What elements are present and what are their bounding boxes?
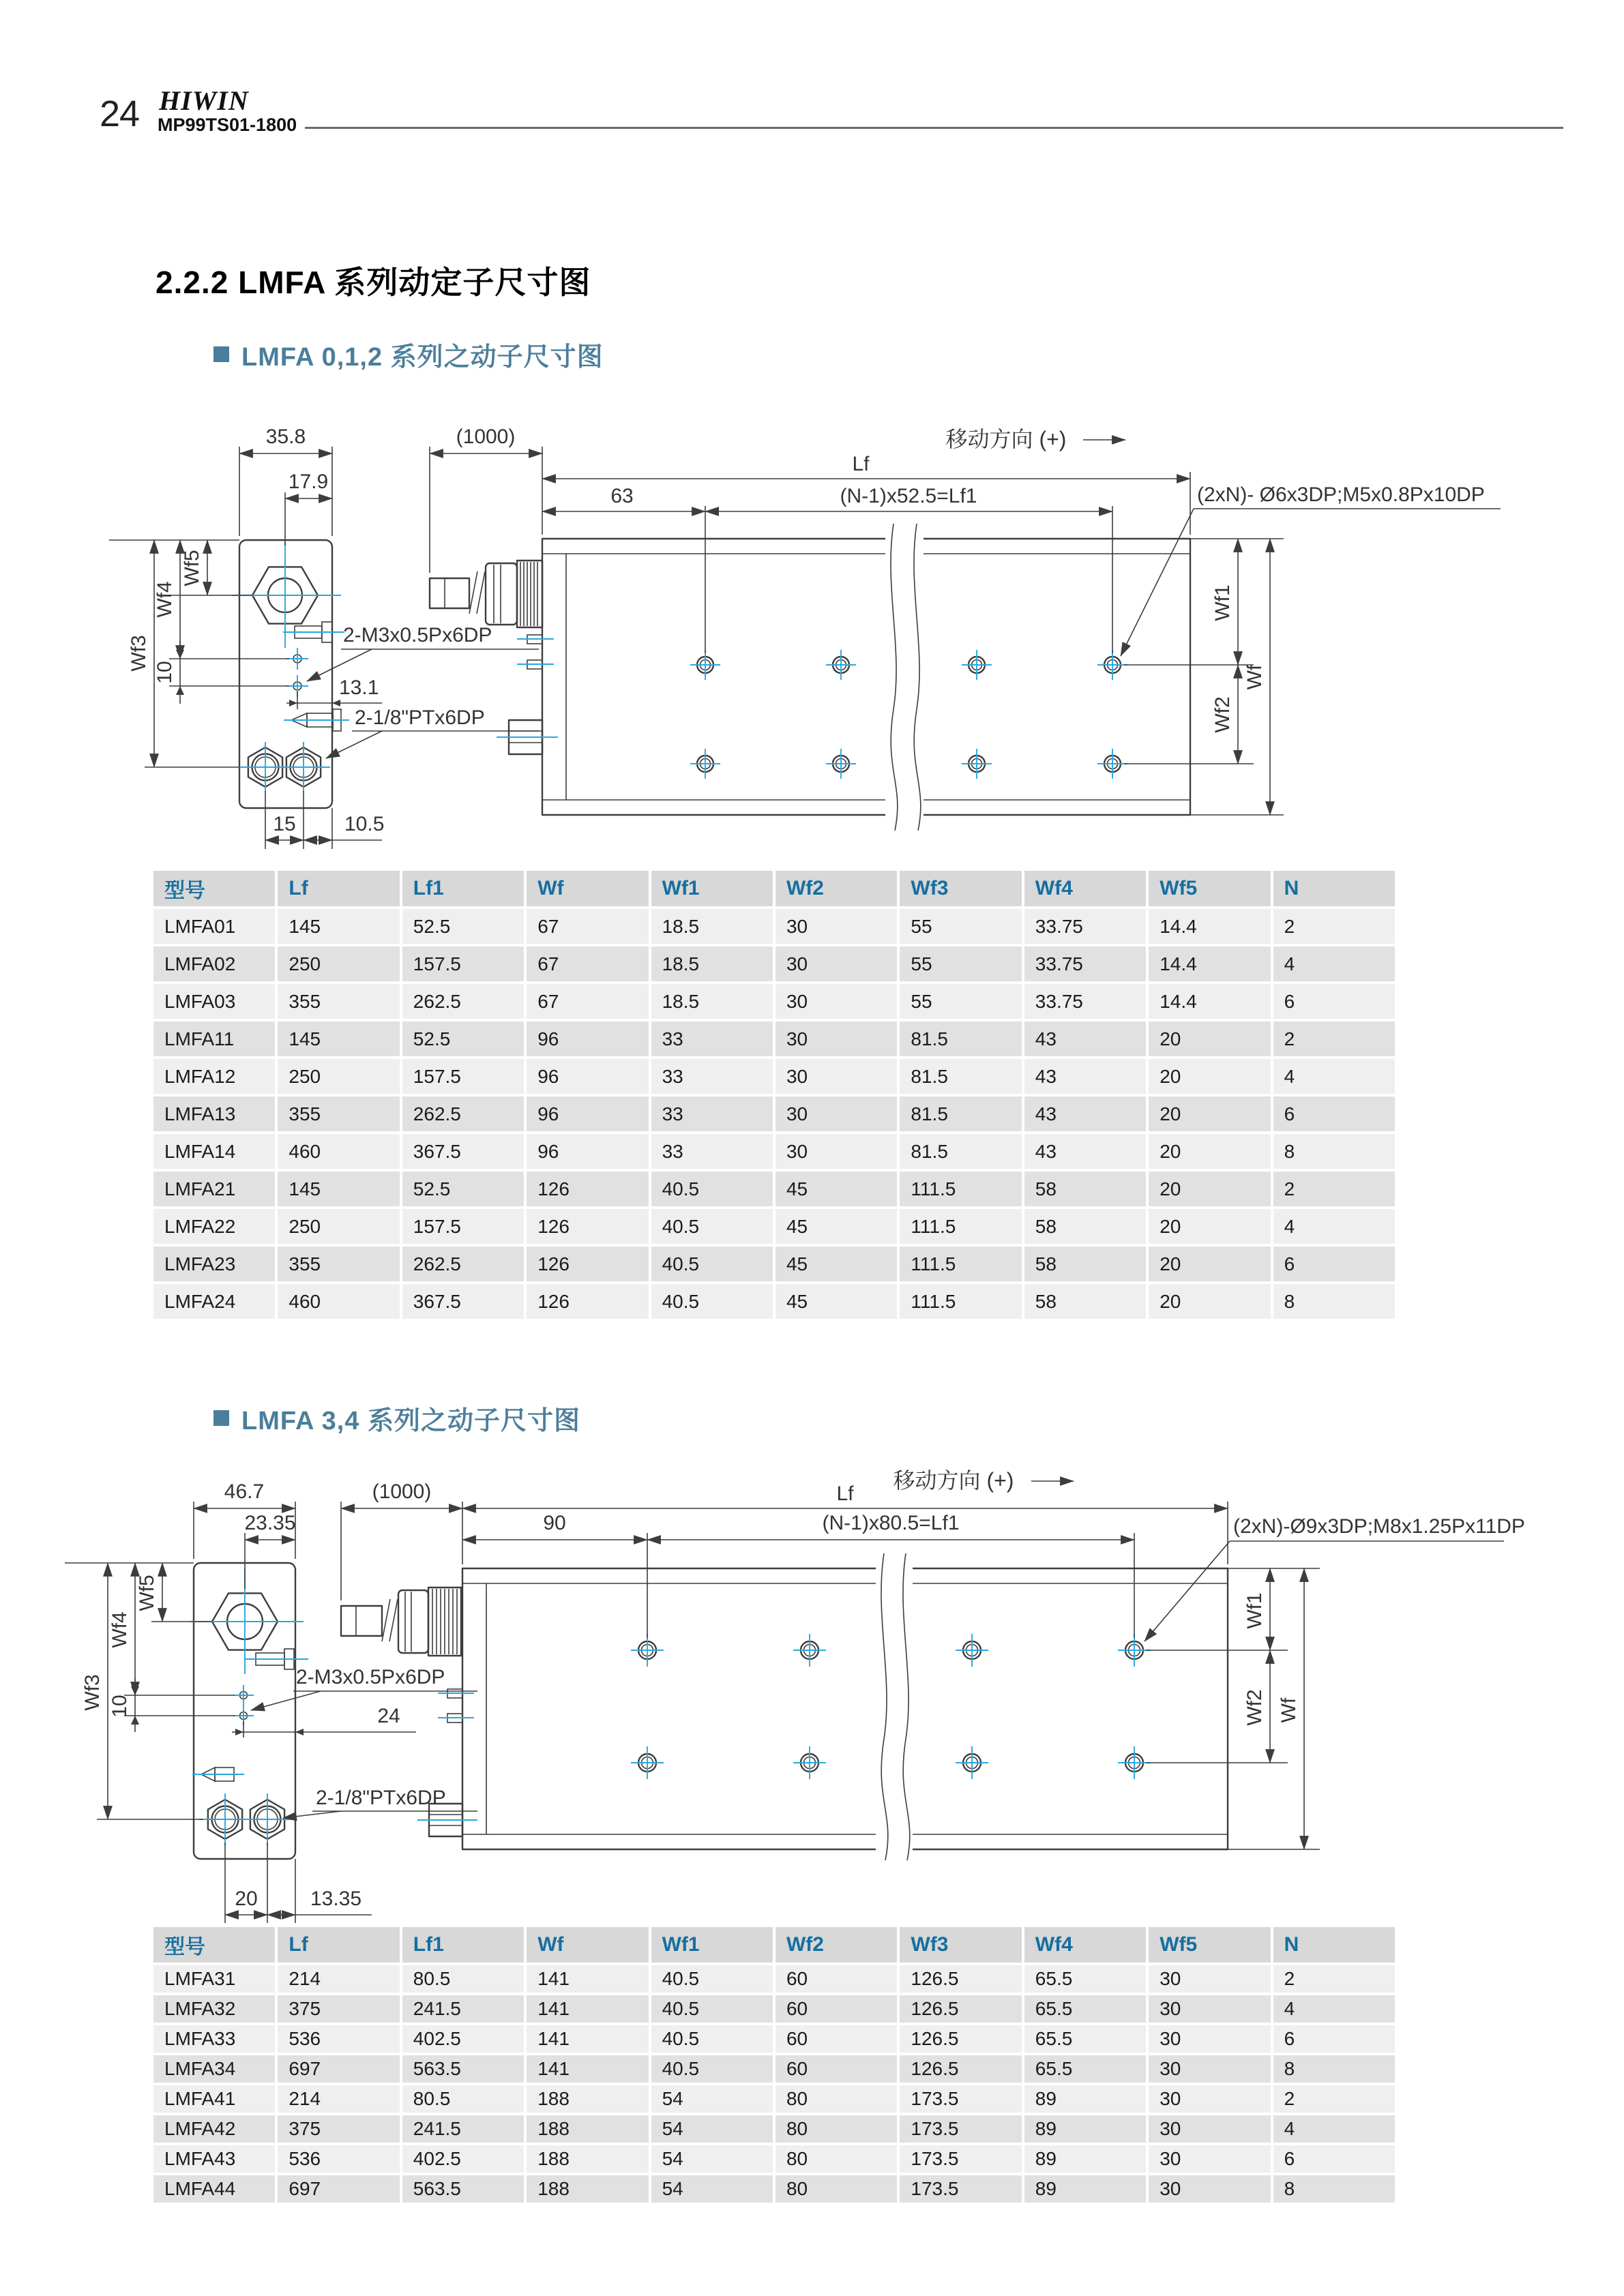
model-cell: LMFA32 [153,1995,275,2023]
value-cell: 65.5 [1024,1965,1146,1993]
value-cell: 262.5 [402,984,524,1019]
value-cell: 33 [651,1134,773,1169]
value-cell: 367.5 [402,1134,524,1169]
value-cell: 55 [900,946,1021,981]
value-cell: 55 [900,984,1021,1019]
dim-first-hole: 63 [610,485,634,507]
column-header: Lf1 [402,1927,524,1963]
value-cell: 96 [527,1022,648,1056]
value-cell: 65.5 [1024,2055,1146,2083]
value-cell: 20 [1149,1172,1270,1206]
value-cell: 58 [1024,1247,1146,1281]
column-header: 型号 [153,871,275,906]
value-cell: 241.5 [402,1995,524,2023]
value-cell: 30 [776,1097,897,1131]
dim-hole-gap: 10 [153,661,176,684]
value-cell: 33 [651,1097,773,1131]
model-cell: LMFA33 [153,2025,275,2053]
dim-wf1: Wf1 [1243,1592,1266,1629]
value-cell: 188 [527,2115,648,2143]
value-cell: 20 [1149,1134,1270,1169]
value-cell: 30 [776,984,897,1019]
value-cell: 6 [1273,1247,1395,1281]
m3-label: 2-M3x0.5Px6DP [296,1666,445,1688]
value-cell: 54 [651,2085,773,2113]
square-bullet-icon [213,1410,229,1426]
value-cell: 81.5 [900,1022,1021,1056]
value-cell: 14.4 [1149,909,1270,944]
model-cell: LMFA22 [153,1209,275,1244]
value-cell: 80 [776,2115,897,2143]
value-cell: 375 [278,1995,399,2023]
value-cell: 96 [527,1059,648,1094]
value-cell: 30 [1149,2145,1270,2173]
value-cell: 4 [1273,1209,1395,1244]
value-cell: 96 [527,1134,648,1169]
mover-end-view [232,540,349,808]
value-cell: 375 [278,2115,399,2143]
value-cell: 145 [278,909,399,944]
dim-wf5: Wf5 [181,550,203,586]
value-cell: 2 [1273,1172,1395,1206]
dim-block-half-width: 17.9 [288,471,329,493]
value-cell: 214 [278,1965,399,1993]
dim-hole-gap: 10 [108,1695,131,1718]
value-cell: 52.5 [402,1022,524,1056]
value-cell: 126 [527,1284,648,1319]
value-cell: 33 [651,1022,773,1056]
value-cell: 4 [1273,1995,1395,2023]
value-cell: 111.5 [900,1172,1021,1206]
value-cell: 89 [1024,2145,1146,2173]
mover-body-view [497,524,1190,831]
value-cell: 89 [1024,2175,1146,2203]
value-cell: 33.75 [1024,909,1146,944]
column-header: Wf3 [900,1927,1021,1963]
value-cell: 60 [776,1965,897,1993]
dim-block-width: 46.7 [224,1480,265,1503]
brand-logo: HIWIN [159,85,249,116]
dim-side-hole-edge: 13.1 [339,676,379,699]
value-cell: 30 [1149,1995,1270,2023]
cable-gland-assembly [430,561,542,627]
value-cell: 141 [527,1995,648,2023]
dim-wf5: Wf5 [136,1575,158,1611]
value-cell: 141 [527,2055,648,2083]
value-cell: 250 [278,1209,399,1244]
cable-gland-assembly [341,1587,461,1656]
value-cell: 30 [1149,2055,1270,2083]
column-header: N [1273,871,1395,906]
value-cell: 30 [1149,2085,1270,2113]
dim-hole-pitch: (N-1)x52.5=Lf1 [840,485,977,507]
value-cell: 402.5 [402,2025,524,2053]
dimensions [65,1468,1525,1923]
value-cell: 65.5 [1024,2025,1146,2053]
dim-pt-edge: 13.35 [310,1888,362,1910]
lmfa34-dimension-drawing [0,1446,1624,1964]
page-number: 24 [100,93,140,134]
value-cell: 58 [1024,1284,1146,1319]
value-cell: 355 [278,984,399,1019]
dim-hole-pitch: (N-1)x80.5=Lf1 [822,1512,960,1534]
column-header: Wf4 [1024,871,1146,906]
value-cell: 4 [1273,946,1395,981]
value-cell: 126.5 [900,1995,1021,2023]
value-cell: 188 [527,2145,648,2173]
model-cell: LMFA43 [153,2145,275,2173]
value-cell: 58 [1024,1172,1146,1206]
column-header: Lf1 [402,871,524,906]
value-cell: 89 [1024,2085,1146,2113]
value-cell: 81.5 [900,1097,1021,1131]
column-header: Wf [527,871,648,906]
dim-lf: Lf [836,1482,854,1505]
mover-body-view [417,1553,1228,1860]
column-header: N [1273,1927,1395,1963]
model-cell: LMFA14 [153,1134,275,1169]
dim-pt-pitch: 20 [235,1888,258,1910]
pt-label: 2-1/8"PTx6DP [355,706,485,729]
value-cell: 45 [776,1209,897,1244]
value-cell: 43 [1024,1059,1146,1094]
column-header: Wf [527,1927,648,1963]
value-cell: 188 [527,2175,648,2203]
value-cell: 2 [1273,1022,1395,1056]
value-cell: 80 [776,2085,897,2113]
value-cell: 80 [776,2145,897,2173]
value-cell: 14.4 [1149,984,1270,1019]
value-cell: 8 [1273,2055,1395,2083]
value-cell: 40.5 [651,2025,773,2053]
value-cell: 67 [527,909,648,944]
column-header: Wf2 [776,1927,897,1963]
section-title: 2.2.2 LMFA 系列动定子尺寸图 [156,265,591,300]
column-header: Wf2 [776,871,897,906]
value-cell: 367.5 [402,1284,524,1319]
model-cell: LMFA03 [153,984,275,1019]
value-cell: 126.5 [900,2025,1021,2053]
direction-label: 移动方向 (+) [945,427,1067,451]
lmfa34-table [153,1927,1395,2203]
value-cell: 126.5 [900,1965,1021,1993]
value-cell: 81.5 [900,1059,1021,1094]
dim-pt-edge: 10.5 [344,813,385,835]
value-cell: 173.5 [900,2145,1021,2173]
value-cell: 30 [1149,1965,1270,1993]
value-cell: 67 [527,946,648,981]
value-cell: 697 [278,2055,399,2083]
value-cell: 60 [776,2055,897,2083]
value-cell: 173.5 [900,2115,1021,2143]
value-cell: 250 [278,946,399,981]
dim-wf3: Wf3 [81,1674,104,1711]
value-cell: 33 [651,1059,773,1094]
value-cell: 40.5 [651,1209,773,1244]
value-cell: 563.5 [402,2055,524,2083]
value-cell: 173.5 [900,2175,1021,2203]
value-cell: 33.75 [1024,946,1146,981]
value-cell: 2 [1273,2085,1395,2113]
subsection-heading-lmfa34 [213,1399,580,1437]
dim-wf3: Wf3 [128,635,150,672]
value-cell: 188 [527,2085,648,2113]
value-cell: 30 [1149,2115,1270,2143]
value-cell: 250 [278,1059,399,1094]
value-cell: 30 [776,1022,897,1056]
value-cell: 60 [776,1995,897,2023]
model-cell: LMFA11 [153,1022,275,1056]
value-cell: 8 [1273,1284,1395,1319]
value-cell: 20 [1149,1284,1270,1319]
value-cell: 111.5 [900,1247,1021,1281]
value-cell: 43 [1024,1134,1146,1169]
value-cell: 40.5 [651,1965,773,1993]
mover-end-view [191,1563,308,1859]
square-bullet-icon [213,346,229,362]
model-cell: LMFA01 [153,909,275,944]
value-cell: 697 [278,2175,399,2203]
value-cell: 536 [278,2025,399,2053]
value-cell: 43 [1024,1097,1146,1131]
value-cell: 6 [1273,2025,1395,2053]
model-cell: LMFA42 [153,2115,275,2143]
value-cell: 145 [278,1022,399,1056]
dim-wf: Wf [1243,664,1266,690]
value-cell: 96 [527,1097,648,1131]
value-cell: 145 [278,1172,399,1206]
dim-first-hole: 90 [543,1512,566,1534]
value-cell: 45 [776,1172,897,1206]
column-header: 型号 [153,1927,275,1963]
value-cell: 54 [651,2145,773,2173]
value-cell: 126.5 [900,2055,1021,2083]
value-cell: 33.75 [1024,984,1146,1019]
dim-lf: Lf [852,453,870,475]
column-header: Wf1 [651,871,773,906]
value-cell: 67 [527,984,648,1019]
value-cell: 6 [1273,1097,1395,1131]
subsection-label: LMFA 0,1,2 系列之动子尺寸图 [241,343,604,372]
value-cell: 43 [1024,1022,1146,1056]
hole-spec-label: (2xN)-Ø9x3DP;M8x1.25Px11DP [1233,1515,1525,1538]
dim-cable-length: (1000) [456,426,516,448]
value-cell: 355 [278,1097,399,1131]
value-cell: 157.5 [402,946,524,981]
column-header: Wf1 [651,1927,773,1963]
value-cell: 40.5 [651,2055,773,2083]
direction-label: 移动方向 (+) [893,1468,1014,1493]
value-cell: 460 [278,1134,399,1169]
value-cell: 18.5 [651,984,773,1019]
value-cell: 111.5 [900,1284,1021,1319]
value-cell: 141 [527,2025,648,2053]
lmfa012-table [153,871,1395,1319]
column-header: Lf [278,871,399,906]
doc-code: MP99TS01-1800 [158,115,297,135]
dimensions [109,426,1501,849]
dim-wf4: Wf4 [108,1611,131,1648]
column-header: Wf4 [1024,1927,1146,1963]
dim-wf2: Wf2 [1211,696,1234,733]
dim-wf: Wf [1278,1697,1300,1723]
dim-wf2: Wf2 [1243,1689,1266,1726]
value-cell: 111.5 [900,1209,1021,1244]
value-cell: 52.5 [402,909,524,944]
value-cell: 8 [1273,1134,1395,1169]
value-cell: 14.4 [1149,946,1270,981]
value-cell: 30 [776,1059,897,1094]
column-header: Wf5 [1149,871,1270,906]
value-cell: 8 [1273,2175,1395,2203]
value-cell: 30 [776,1134,897,1169]
value-cell: 141 [527,1965,648,1993]
value-cell: 4 [1273,1059,1395,1094]
value-cell: 4 [1273,2115,1395,2143]
dim-pt-pitch: 15 [273,813,296,835]
hole-spec-label: (2xN)- Ø6x3DP;M5x0.8Px10DP [1197,483,1485,506]
value-cell: 18.5 [651,946,773,981]
value-cell: 262.5 [402,1247,524,1281]
value-cell: 89 [1024,2115,1146,2143]
value-cell: 20 [1149,1209,1270,1244]
value-cell: 355 [278,1247,399,1281]
value-cell: 52.5 [402,1172,524,1206]
value-cell: 81.5 [900,1134,1021,1169]
value-cell: 55 [900,909,1021,944]
value-cell: 126 [527,1209,648,1244]
model-cell: LMFA44 [153,2175,275,2203]
m3-label: 2-M3x0.5Px6DP [343,624,492,646]
value-cell: 30 [776,946,897,981]
model-cell: LMFA34 [153,2055,275,2083]
value-cell: 460 [278,1284,399,1319]
column-header: Wf5 [1149,1927,1270,1963]
value-cell: 80 [776,2175,897,2203]
model-cell: LMFA41 [153,2085,275,2113]
model-cell: LMFA12 [153,1059,275,1094]
value-cell: 80.5 [402,1965,524,1993]
value-cell: 402.5 [402,2145,524,2173]
value-cell: 60 [776,2025,897,2053]
value-cell: 20 [1149,1059,1270,1094]
value-cell: 18.5 [651,909,773,944]
value-cell: 30 [776,909,897,944]
value-cell: 54 [651,2115,773,2143]
value-cell: 30 [1149,2175,1270,2203]
value-cell: 173.5 [900,2085,1021,2113]
column-header: Wf3 [900,871,1021,906]
value-cell: 80.5 [402,2085,524,2113]
model-cell: LMFA31 [153,1965,275,1993]
value-cell: 40.5 [651,1284,773,1319]
value-cell: 20 [1149,1022,1270,1056]
value-cell: 20 [1149,1247,1270,1281]
model-cell: LMFA23 [153,1247,275,1281]
value-cell: 126 [527,1172,648,1206]
lmfa012-dimension-drawing [0,368,1624,927]
subsection-label: LMFA 3,4 系列之动子尺寸图 [241,1407,580,1435]
dim-side-hole-edge: 24 [377,1705,400,1727]
value-cell: 40.5 [651,1172,773,1206]
value-cell: 40.5 [651,1995,773,2023]
value-cell: 563.5 [402,2175,524,2203]
value-cell: 6 [1273,2145,1395,2173]
value-cell: 20 [1149,1097,1270,1131]
value-cell: 65.5 [1024,1995,1146,2023]
dim-block-half-width: 23.35 [244,1512,296,1534]
value-cell: 2 [1273,1965,1395,1993]
value-cell: 157.5 [402,1209,524,1244]
dim-wf4: Wf4 [153,581,176,618]
value-cell: 214 [278,2085,399,2113]
value-cell: 262.5 [402,1097,524,1131]
value-cell: 58 [1024,1209,1146,1244]
subsection-heading-lmfa012 [213,336,604,373]
pt-label: 2-1/8"PTx6DP [316,1787,446,1809]
model-cell: LMFA24 [153,1284,275,1319]
dim-wf1: Wf1 [1211,584,1234,621]
value-cell: 2 [1273,909,1395,944]
model-cell: LMFA02 [153,946,275,981]
dim-block-width: 35.8 [265,426,306,448]
value-cell: 536 [278,2145,399,2173]
value-cell: 40.5 [651,1247,773,1281]
value-cell: 54 [651,2175,773,2203]
value-cell: 45 [776,1284,897,1319]
value-cell: 6 [1273,984,1395,1019]
value-cell: 126 [527,1247,648,1281]
header-divider [305,127,1563,129]
dim-cable-length: (1000) [372,1480,432,1503]
value-cell: 157.5 [402,1059,524,1094]
model-cell: LMFA13 [153,1097,275,1131]
value-cell: 30 [1149,2025,1270,2053]
value-cell: 241.5 [402,2115,524,2143]
column-header: Lf [278,1927,399,1963]
value-cell: 45 [776,1247,897,1281]
model-cell: LMFA21 [153,1172,275,1206]
